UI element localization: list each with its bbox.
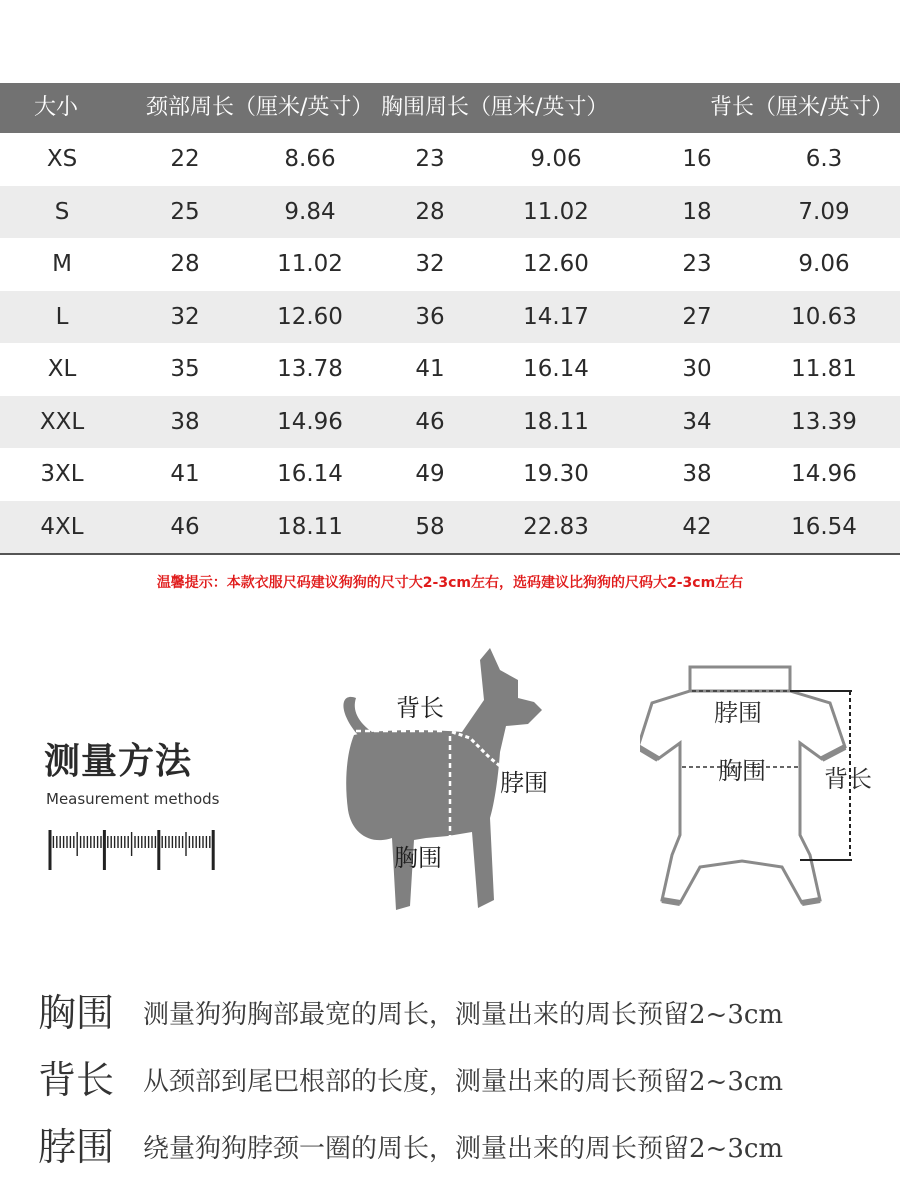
table-body — [0, 133, 900, 553]
cell-neck-in: 14.96 — [277, 408, 343, 435]
dog-label-chest: 胸围 — [394, 844, 442, 872]
cell-chest-in: 16.14 — [523, 356, 589, 382]
cell-size: S — [54, 198, 70, 225]
garment-label-chest: 胸围 — [718, 757, 766, 785]
header-size: 大小 — [34, 95, 79, 120]
cell-chest-cm: 41 — [415, 356, 445, 382]
cell-chest-cm: 46 — [415, 408, 445, 435]
table-row — [0, 291, 900, 344]
cell-back-cm: 23 — [682, 251, 712, 277]
cell-size: XL — [47, 356, 77, 382]
table-header — [0, 83, 900, 133]
cell-back-cm: 18 — [682, 198, 712, 225]
cell-size: XXL — [39, 408, 85, 435]
method-title: 测量方法 — [44, 741, 193, 782]
garment-measurement-figure — [640, 655, 885, 915]
table-row — [0, 238, 900, 291]
cell-neck-cm: 25 — [170, 198, 200, 225]
cell-chest-cm: 49 — [415, 461, 445, 487]
ruler-icon — [46, 826, 216, 874]
table-row — [0, 343, 900, 396]
table-row — [0, 186, 900, 239]
cell-chest-in: 14.17 — [523, 303, 589, 330]
table-row — [0, 133, 900, 186]
dog-label-neck: 脖围 — [500, 769, 548, 797]
cell-chest-in: 9.06 — [530, 146, 582, 172]
cell-back-in: 6.3 — [805, 146, 843, 172]
cell-back-cm: 16 — [682, 146, 712, 172]
cell-neck-cm: 32 — [170, 303, 200, 330]
cell-size: XS — [46, 146, 78, 172]
cell-neck-in: 9.84 — [284, 198, 336, 225]
cell-chest-cm: 28 — [415, 198, 445, 225]
size-table — [0, 83, 900, 555]
table-row — [0, 396, 900, 449]
cell-back-cm: 34 — [682, 408, 712, 435]
cell-neck-cm: 28 — [170, 251, 200, 277]
cell-neck-in: 18.11 — [277, 513, 343, 540]
cell-back-in: 11.81 — [791, 356, 857, 382]
cell-neck-in: 13.78 — [277, 356, 343, 382]
header-back: 背长（厘米/英寸） — [710, 95, 894, 120]
instruction-term: 背长 — [38, 1058, 115, 1102]
cell-back-cm: 38 — [682, 461, 712, 487]
cell-size: 4XL — [40, 513, 84, 540]
cell-chest-in: 11.02 — [523, 198, 589, 225]
dog-label-back: 背长 — [396, 694, 444, 722]
cell-back-cm: 42 — [682, 513, 712, 540]
cell-back-in: 14.96 — [791, 461, 857, 487]
method-subtitle: Measurement methods — [46, 790, 220, 808]
cell-chest-cm: 36 — [415, 303, 445, 330]
cell-neck-cm: 38 — [170, 408, 200, 435]
cell-back-cm: 27 — [682, 303, 712, 330]
cell-chest-in: 18.11 — [523, 408, 589, 435]
cell-back-in: 9.06 — [798, 251, 850, 277]
cell-neck-cm: 46 — [170, 513, 200, 540]
table-row — [0, 501, 900, 554]
table-bottom-border — [0, 553, 900, 555]
instruction-term: 脖围 — [38, 1125, 115, 1169]
cell-back-in: 10.63 — [791, 303, 857, 330]
cell-back-in: 13.39 — [791, 408, 857, 435]
instruction-desc: 绕量狗狗脖颈一圈的周长，测量出来的周长预留2~3cm — [143, 1134, 784, 1164]
cell-back-in: 16.54 — [791, 513, 857, 540]
cell-neck-in: 8.66 — [284, 146, 336, 172]
cell-chest-in: 22.83 — [523, 513, 589, 540]
cell-neck-cm: 22 — [170, 146, 200, 172]
instruction-desc: 从颈部到尾巴根部的长度，测量出来的周长预留2~3cm — [143, 1067, 784, 1097]
cell-size: M — [52, 251, 72, 277]
cell-chest-in: 19.30 — [523, 461, 589, 487]
cell-back-cm: 30 — [682, 356, 712, 382]
garment-label-neck: 脖围 — [714, 699, 762, 727]
garment-label-back: 背长 — [824, 765, 872, 793]
cell-neck-in: 16.14 — [277, 461, 343, 487]
instruction-term: 胸围 — [38, 991, 115, 1035]
cell-neck-cm: 35 — [170, 356, 200, 382]
instruction-desc: 测量狗狗胸部最宽的周长，测量出来的周长预留2~3cm — [143, 1000, 784, 1030]
header-neck: 颈部周长（厘米/英寸） — [146, 95, 374, 120]
cell-neck-in: 12.60 — [277, 303, 343, 330]
cell-chest-cm: 58 — [415, 513, 445, 540]
dog-measurement-figure — [322, 640, 572, 920]
size-notice: 温馨提示：本款衣服尺码建议狗狗的尺寸大2-3cm左右，选码建议比狗狗的尺码大2-3cm左右 — [156, 575, 744, 591]
cell-neck-in: 11.02 — [277, 251, 343, 277]
cell-chest-cm: 23 — [415, 146, 445, 172]
cell-size: L — [55, 303, 69, 330]
cell-chest-cm: 32 — [415, 251, 445, 277]
cell-chest-in: 12.60 — [523, 251, 589, 277]
cell-size: 3XL — [40, 461, 84, 487]
header-chest: 胸围周长（厘米/英寸） — [381, 95, 609, 120]
table-row — [0, 448, 900, 501]
cell-back-in: 7.09 — [798, 198, 850, 225]
cell-neck-cm: 41 — [170, 461, 200, 487]
